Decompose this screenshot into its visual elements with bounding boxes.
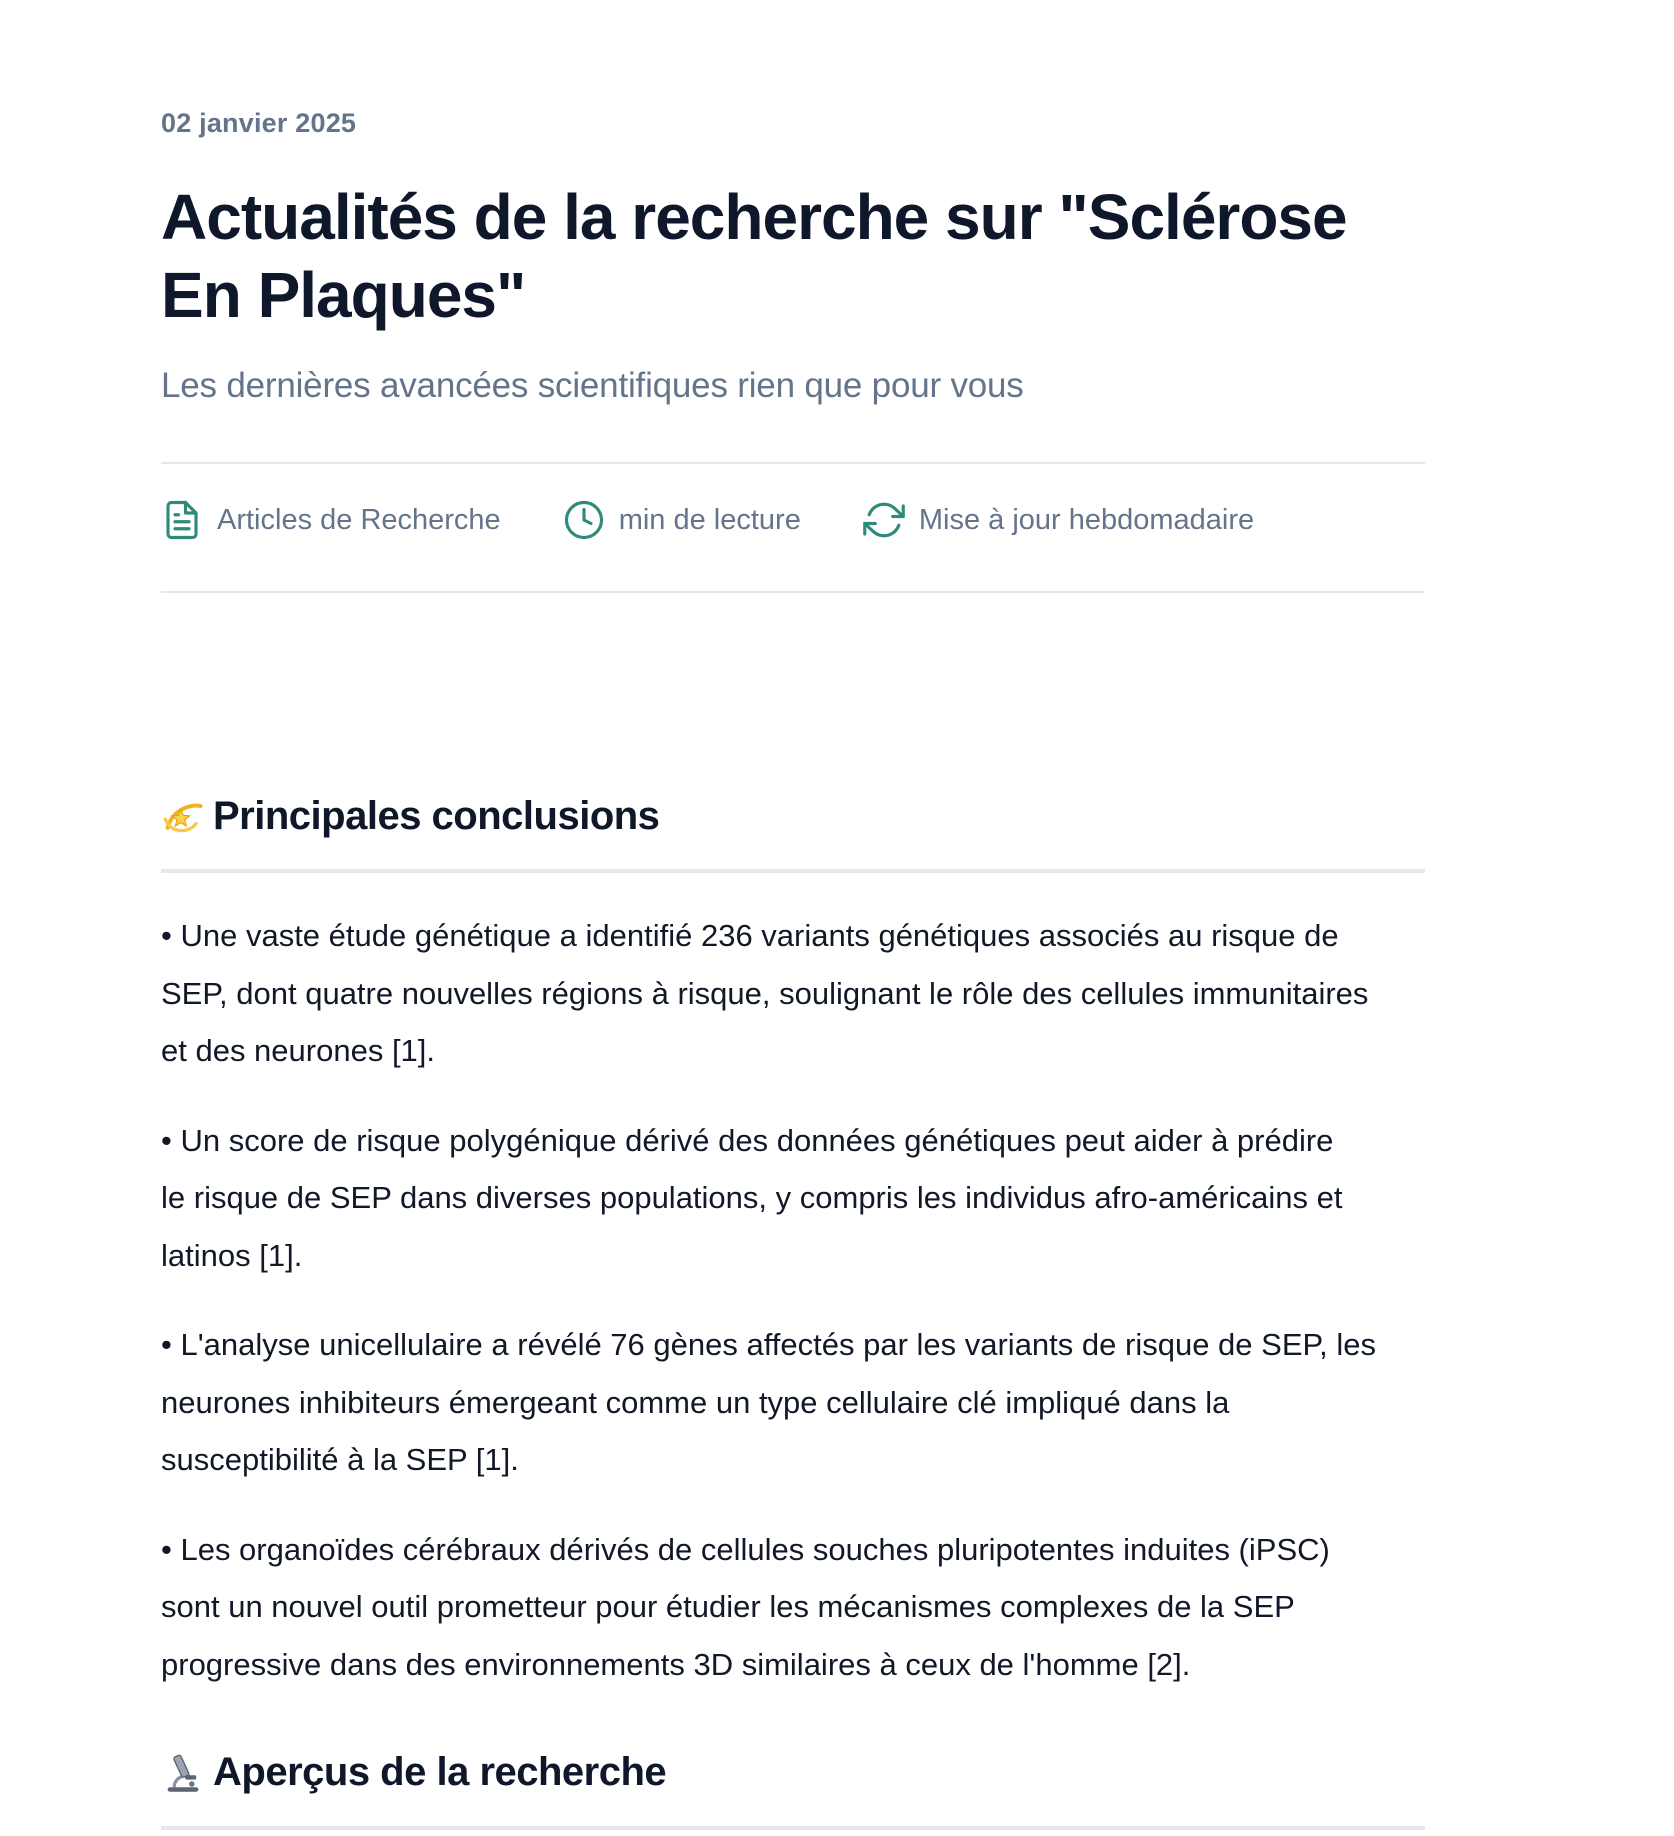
meta-divider-bottom: [161, 591, 1425, 593]
page-title-line-1: Actualités de la recherche sur "Sclérose: [161, 181, 1347, 253]
key-findings-list: [161, 907, 1429, 1725]
finding-item: • Un score de risque polygénique dérivé des données génétiques peut aider à prédire le risque de SEP dans diverses populations, y compris les individus afro-américains et latinos [1].: [161, 1122, 1343, 1273]
clock-icon: [563, 499, 605, 541]
section-heading-research-insights: [161, 1750, 666, 1795]
dizzy-star-emoji-icon: [161, 795, 205, 839]
page-subtitle: Les dernières avancées scientifiques rien que pour vous: [161, 366, 1024, 405]
meta-label-reading-time: min de lecture: [618, 503, 801, 536]
page-title: [161, 178, 1425, 334]
section-heading-key-findings: [161, 794, 659, 839]
finding-item: • Les organoïdes cérébraux dérivés de cellules souches pluripotentes induites (iPSC) sont un nouvel outil prometteur pour étudier les mécanismes complexes de la SEP progressive dans des environnements 3D similaires à ceux de l'homme [2].: [161, 1531, 1330, 1682]
article-meta: [161, 494, 1316, 546]
section-title-key-findings: Principales conclusions: [213, 794, 660, 838]
microscope-emoji-icon: [161, 1751, 205, 1795]
publish-date: 02 janvier 2025: [161, 108, 357, 138]
section-rule-key-findings: [161, 869, 1425, 873]
finding-item: • Une vaste étude génétique a identifié 236 variants génétiques associés au risque de SEP, dont quatre nouvelles régions à risque, soulignant le rôle des cellules immunitaires et des neurones [1].: [161, 918, 1369, 1068]
document-icon: [161, 499, 203, 541]
meta-divider-top: [161, 462, 1425, 464]
meta-item-reading-time: [563, 499, 801, 541]
meta-item-update-frequency: [863, 499, 1254, 541]
meta-item-articles: [161, 499, 501, 541]
section-title-research-insights: Aperçus de la recherche: [213, 1750, 667, 1794]
refresh-icon: [863, 499, 905, 541]
meta-label-articles: Articles de Recherche: [217, 503, 501, 536]
finding-item: • L'analyse unicellulaire a révélé 76 gènes affectés par les variants de risque de SEP, les neurones inhibiteurs émergeant comme un type cellulaire clé impliqué dans la susceptibilité à la SEP [1].: [161, 1327, 1377, 1477]
section-rule-research-insights: [161, 1826, 1425, 1830]
page-title-line-2: En Plaques": [161, 259, 526, 331]
meta-label-update-frequency: Mise à jour hebdomadaire: [918, 503, 1255, 536]
